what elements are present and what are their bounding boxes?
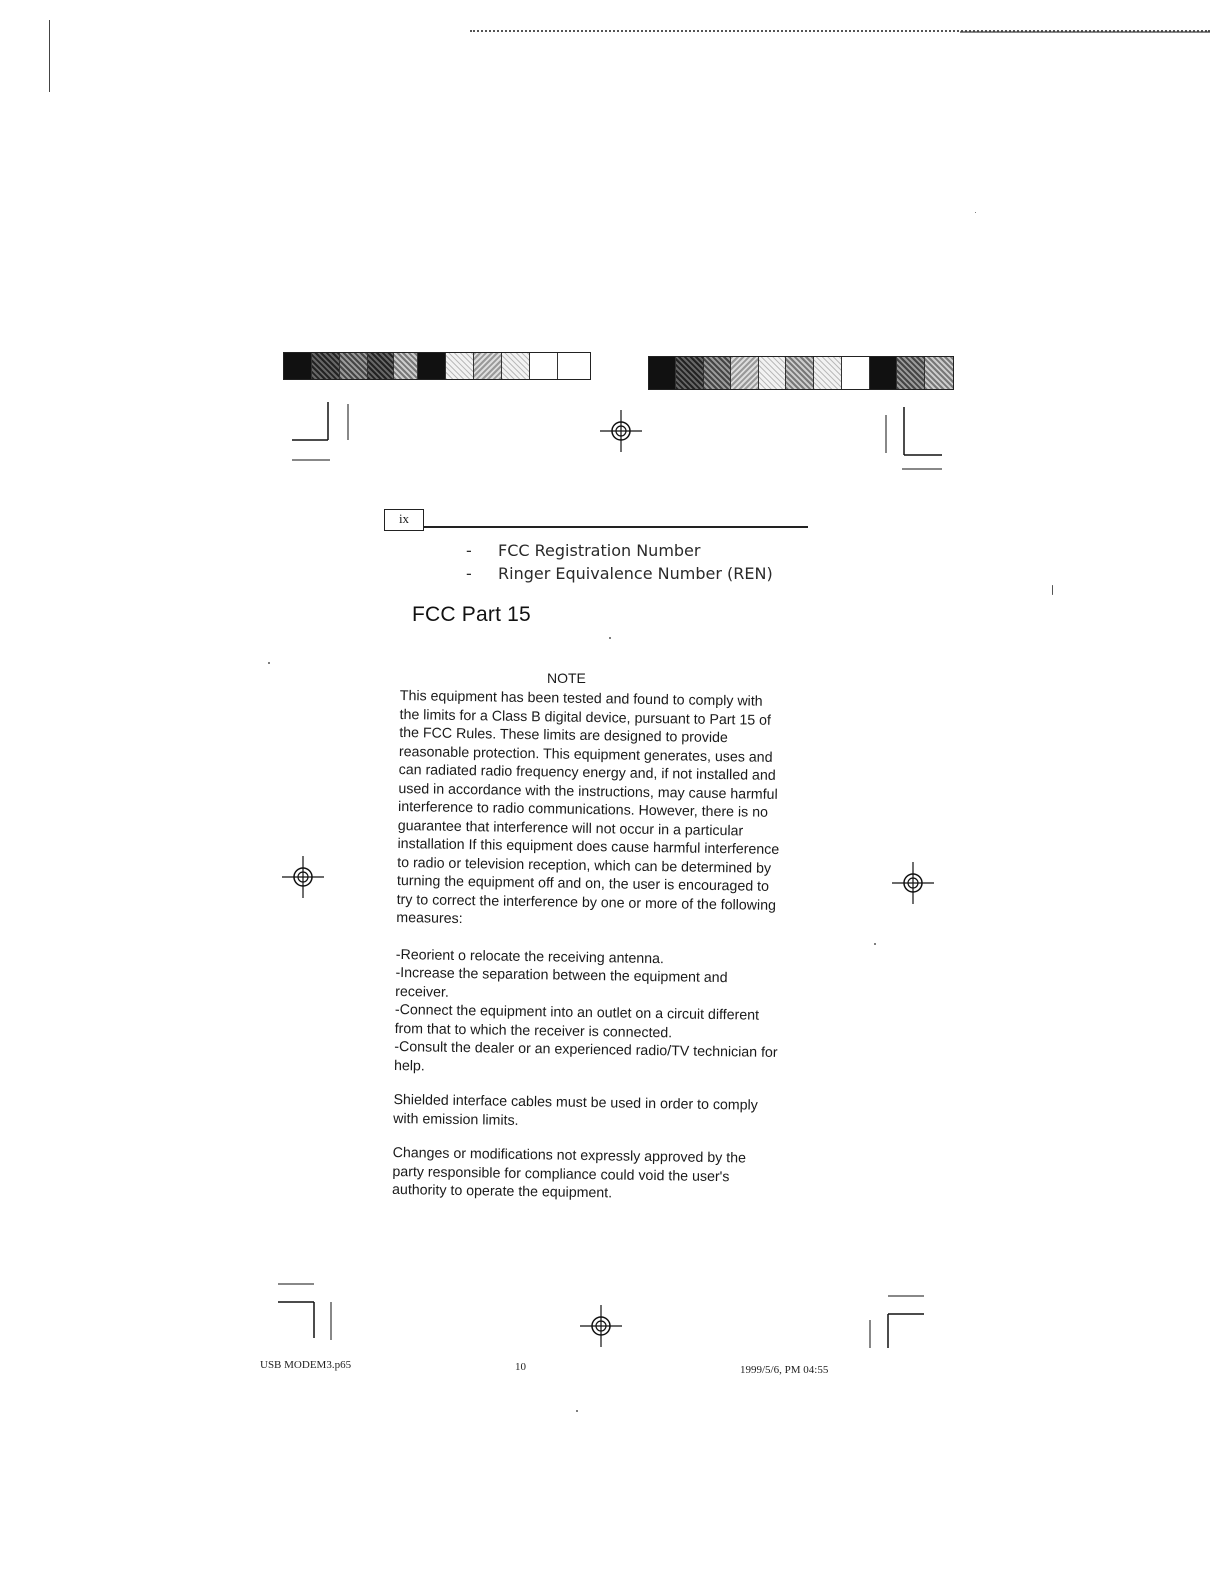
swatch (786, 357, 814, 389)
text-line: the FCC Rules. These limits are designed to provide (399, 724, 728, 747)
scan-speck (576, 1410, 578, 1412)
list-item-label: FCC Registration Number (498, 541, 701, 560)
text-line: This equipment has been tested and found to comply with (399, 687, 763, 710)
crop-mark-bottom-left (274, 1280, 344, 1345)
scan-speck (1052, 585, 1053, 595)
footer-file-name: USB MODEM3.p65 (260, 1359, 352, 1371)
scan-speck (874, 943, 876, 945)
swatch (704, 357, 732, 389)
swatch (897, 357, 925, 389)
scan-speck (268, 662, 270, 664)
swatch (731, 357, 759, 389)
swatch (814, 357, 842, 389)
swatch (842, 357, 870, 389)
text-line: the limits for a Class B digital device, pursuant to Part 15 of (399, 706, 772, 729)
swatch (340, 353, 368, 379)
shielded-line: Shielded interface cables must be used in order to comply (393, 1091, 758, 1114)
note-body (392, 687, 840, 1206)
swatch (312, 353, 340, 379)
list-dash: - (466, 541, 472, 560)
measure-line: help. (393, 1057, 425, 1074)
text-line: installation If this equipment does cause harmful interference (397, 835, 780, 858)
header-rule (424, 526, 808, 528)
swatch (530, 353, 558, 379)
page-tab: ix (384, 509, 424, 531)
scan-edge-left (49, 20, 50, 92)
changes-line: Changes or modifications not expressly approved by the (392, 1144, 747, 1167)
requirements-list (466, 541, 773, 587)
color-bar-left (283, 352, 591, 380)
crop-mark-top-left (290, 400, 360, 465)
measure-line: receiver. (395, 983, 449, 1001)
swatch (558, 353, 586, 379)
swatch (759, 357, 786, 389)
list-item (466, 541, 773, 564)
crop-mark-top-right (880, 405, 950, 475)
text-line: measures: (396, 909, 463, 928)
swatch (676, 357, 704, 389)
scan-edge-top-dark (960, 31, 1210, 33)
registration-mark-right (892, 862, 934, 904)
measure-line: from that to which the receiver is connected. (394, 1020, 673, 1041)
text-line: guarantee that interference will not occur in a particular (397, 817, 744, 839)
shielded-line: with emission limits. (393, 1110, 519, 1129)
text-line: can radiated radio frequency energy and, if not installed and (398, 761, 776, 784)
swatch (368, 353, 394, 379)
registration-mark-bottom (580, 1305, 622, 1347)
swatch (925, 357, 953, 389)
changes-line: authority to operate the equipment. (391, 1181, 613, 1202)
scan-speck (975, 212, 976, 213)
swatch (394, 353, 418, 379)
swatch (649, 357, 676, 389)
text-line: try to correct the interference by one or more of the following (396, 891, 777, 914)
footer-timestamp: 1999/5/6, PM 04:55 (740, 1364, 829, 1376)
text-line: turning the equipment off and on, the user is encouraged to (396, 872, 770, 895)
measure-line: -Connect the equipment into an outlet on a circuit different (394, 1001, 760, 1024)
list-item-label: Ringer Equivalence Number (REN) (498, 564, 773, 583)
changes-line: party responsible for compliance could void the user's (392, 1163, 730, 1185)
swatch (502, 353, 530, 379)
measure-line: -Reorient o relocate the receiving antenna. (395, 946, 665, 967)
note-heading: NOTE (547, 670, 586, 686)
swatch (474, 353, 502, 379)
footer-page-number: 10 (515, 1361, 526, 1373)
section-title: FCC Part 15 (412, 603, 531, 626)
text-line: reasonable protection. This equipment generates, uses and (398, 743, 773, 766)
text-line: used in accordance with the instructions, may cause harmful (398, 780, 778, 803)
text-line: to radio or television reception, which can be determined by (397, 854, 772, 877)
swatch (284, 353, 312, 379)
text-line: interference to radio communications. However, there is no (397, 798, 769, 821)
swatch (870, 357, 898, 389)
crop-mark-bottom-right (862, 1290, 932, 1355)
list-item (466, 564, 773, 587)
swatch (446, 353, 474, 379)
registration-mark-top (600, 410, 642, 452)
list-dash: - (466, 564, 472, 583)
swatch (418, 353, 446, 379)
measure-line: -Consult the dealer or an experienced radio/TV technician for (394, 1038, 778, 1061)
measure-line: -Increase the separation between the equipment and (395, 964, 728, 987)
scan-speck (609, 637, 611, 639)
color-bar-right (648, 356, 954, 390)
registration-mark-left (282, 856, 324, 898)
